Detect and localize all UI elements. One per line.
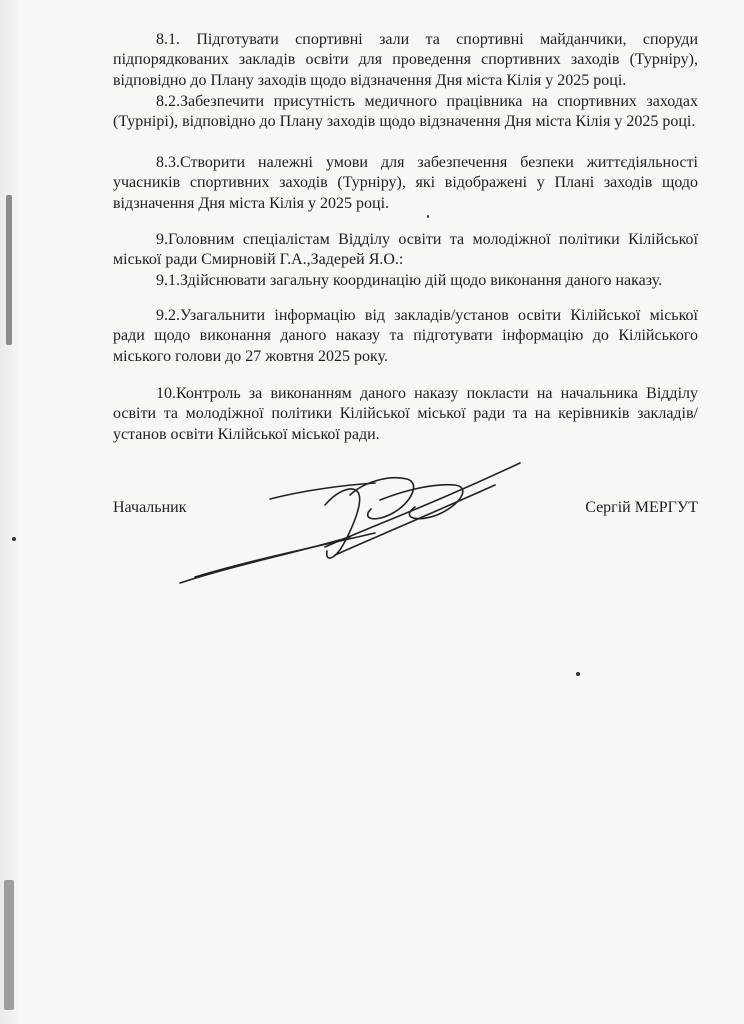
section-8-2	[113, 92, 698, 133]
paragraph-9-2: 9.2.Узагальнити інформацію від закладів/установ освіти Кілійської міської ради щодо виконання даного наказу та підготувати інформацію до Кілійського міського голови до 27 жовтня 2025 року.	[113, 307, 698, 365]
paragraph-8-1: 8.1. Підготувати спортивні зали та спортивні майданчики, споруди підпорядкованих закладів освіти для проведення спортивних заходів (Турніру), відповідно до Плану заходів щодо відзначення Дня міста Кілія у 2025 році.	[113, 31, 698, 89]
section-8-1	[113, 30, 698, 91]
paragraph-9: 9.Головним спеціалістам Відділу освіти та молодіжної політики Кілійської міської ради Смирновій Г.А.,Задерей Я.О.:	[113, 231, 698, 269]
section-10	[113, 384, 698, 445]
paragraph-10: 10.Контроль за виконанням даного наказу покласти на начальника Відділу освіти та молодіжної політики Кілійської міської ради та на керівників закладів/установ освіти Кілійської міської ради.	[113, 385, 698, 443]
paragraph-9-1: 9.1.Здійснювати загальну координацію дій щодо виконання даного наказу.	[156, 272, 663, 289]
scan-speck	[12, 537, 16, 541]
scan-edge-shadow	[0, 0, 20, 1024]
scan-smudge-top	[6, 195, 12, 345]
paragraph-8-3: 8.3.Створити належні умови для забезпечення безпеки життєдіяльності учасників спортивних заходів (Турніру), які відображені у Плані заходів щодо відзначення Дня міста Кілія у 2025 році.	[113, 154, 698, 212]
scan-speck	[427, 215, 429, 218]
handwritten-signature	[175, 455, 525, 590]
scan-speck	[576, 672, 580, 676]
section-9-2	[113, 306, 698, 367]
signatory-title: Начальник	[113, 499, 187, 516]
section-9-1	[113, 271, 698, 291]
section-9	[113, 230, 698, 271]
paragraph-8-2: 8.2.Забезпечити присутність медичного працівника на спортивних заходах (Турнірі), відповідно до Плану заходів щодо відзначення Дня міста Кілія у 2025 році.	[113, 93, 698, 131]
scan-smudge-bottom	[4, 880, 14, 1010]
section-8-3	[113, 153, 698, 214]
signatory-name: Сергій МЕРГУТ	[585, 499, 698, 516]
